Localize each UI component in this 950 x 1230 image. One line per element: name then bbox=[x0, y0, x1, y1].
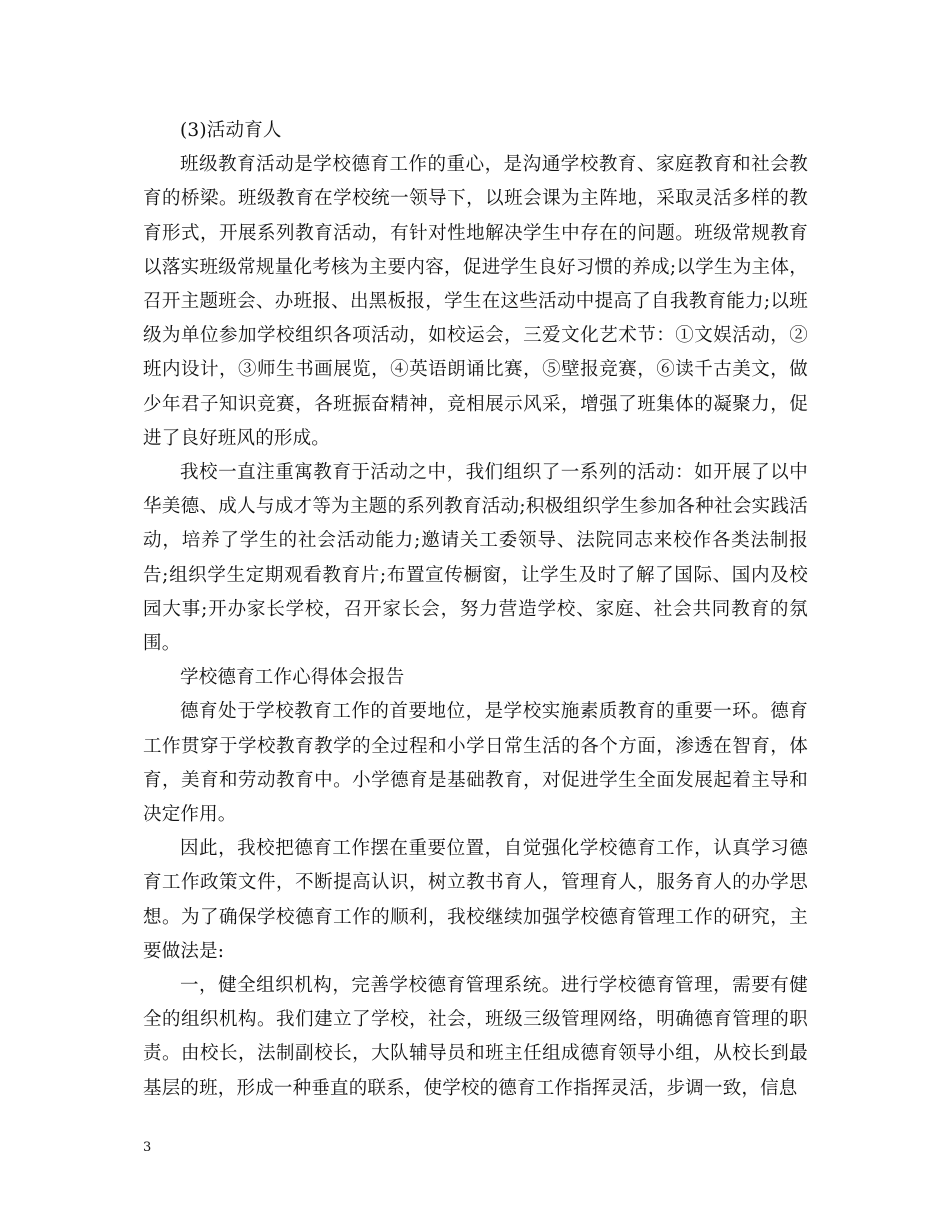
page-number: 3 bbox=[143, 1140, 152, 1155]
paragraph-moral-education: 德育处于学校教育工作的首要地位，是学校实施素质教育的重要一环。德育工作贯穿于学校教育教学的全过程和小学日常生活的各个方面，渗透在智育，体育，美育和劳动教育中。小学德育是基础教育，对促进学生全面发展起着主导和决定作用。 bbox=[143, 701, 808, 826]
paragraph-organization: 一，健全组织机构，完善学校德育管理系统。进行学校德育管理，需要有健全的组织机构。我们建立了学校，社会，班级三级管理网络，明确德育管理的职责。由校长，法制副校长，大队辅导员和班主任组成德育领导小组，从校长到最基层的班，形成一种垂直的联系，使学校的德育工作指挥灵活，步调一致，信息 bbox=[143, 975, 808, 1099]
paragraph-therefore: 因此，我校把德育工作摆在重要位置，自觉强化学校德育工作，认真学习德育工作政策文件，不断提高认识，树立教书育人，管理育人，服务育人的办学思想。为了确保学校德育工作的顺利，我校继续加强学校德育管理工作的研究，主要做法是: bbox=[143, 838, 808, 962]
report-title: 学校德育工作心得体会报告 bbox=[180, 667, 405, 689]
section-heading-activity: (3)活动育人 bbox=[180, 120, 282, 141]
document-body bbox=[143, 114, 808, 1106]
paragraph-school-activities: 我校一直注重寓教育于活动之中，我们组织了一系列的活动：如开展了以中华美德、成人与成才等为主题的系列教育活动;积极组织学生参加各种社会实践活动，培养了学生的社会活动能力;邀请关工委领导、法院同志来校作各类法制报告;组织学生定期观看教育片;布置宣传橱窗，让学生及时了解了国际、国内及校园大事;开办家长学校，召开家长会，努力营造学校、家庭、社会共同教育的氛围。 bbox=[143, 462, 808, 655]
paragraph-class-activities: 班级教育活动是学校德育工作的重心，是沟通学校教育、家庭教育和社会教育的桥梁。班级教育在学校统一领导下，以班会课为主阵地，采取灵活多样的教育形式，开展系列教育活动，有针对性地解决学生中存在的问题。班级常规教育以落实班级常规量化考核为主要内容，促进学生良好习惯的养成;以学生为主体，召开主题班会、办班报、出黑板报，学生在这些活动中提高了自我教育能力;以班级为单位参加学校组织各项活动，如校运会，三爱文化艺术节：①文娱活动，②班内设计，③师生书画展览，④英语朗诵比赛，⑤壁报竞赛，⑥读千古美文，做少年君子知识竞赛，各班振奋精神，竞相展示风采，增强了班集体的凝聚力，促进了良好班风的形成。 bbox=[143, 154, 808, 449]
